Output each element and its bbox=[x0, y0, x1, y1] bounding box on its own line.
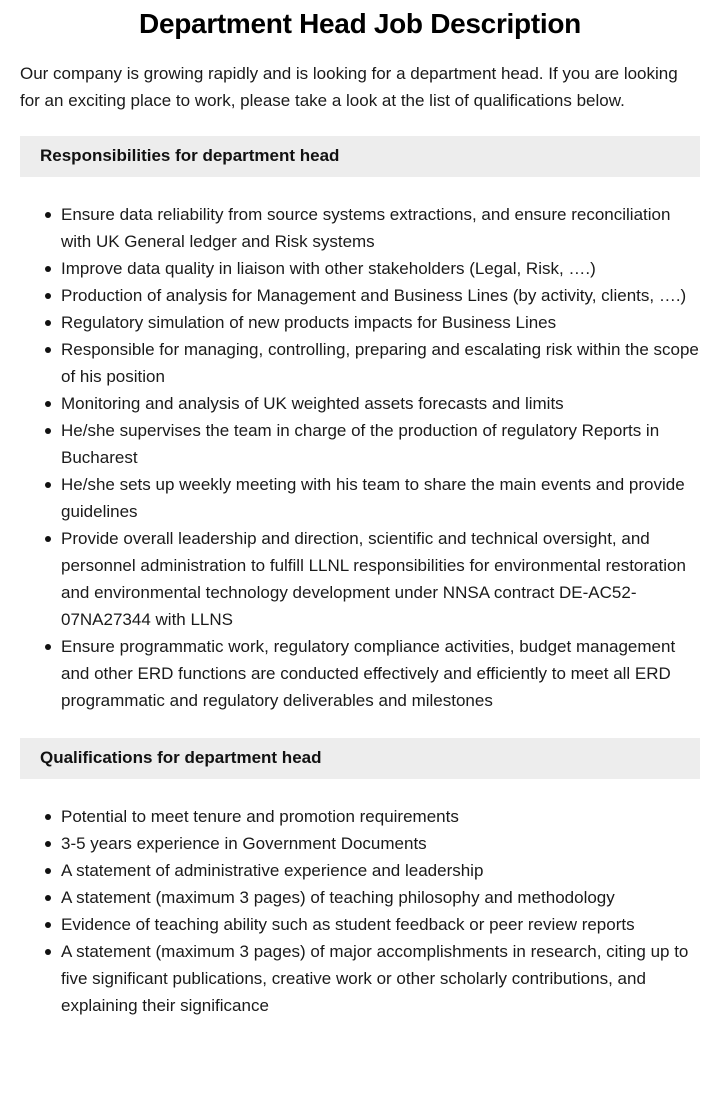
list-item: A statement (maximum 3 pages) of major accomplishments in research, citing up to five significant publications, creative work or other scholarly contributions, and explaining their significance bbox=[20, 938, 700, 1019]
list-item: Regulatory simulation of new products impacts for Business Lines bbox=[20, 309, 700, 336]
list-item: Improve data quality in liaison with other stakeholders (Legal, Risk, ….) bbox=[20, 255, 700, 282]
list-item: A statement of administrative experience and leadership bbox=[20, 857, 700, 884]
list-item: He/she supervises the team in charge of the production of regulatory Reports in Bucharest bbox=[20, 417, 700, 471]
list-item: Monitoring and analysis of UK weighted assets forecasts and limits bbox=[20, 390, 700, 417]
responsibilities-list bbox=[20, 189, 700, 738]
list-item: Potential to meet tenure and promotion requirements bbox=[20, 803, 700, 830]
qualifications-heading: Qualifications for department head bbox=[20, 738, 700, 779]
list-item: Ensure data reliability from source systems extractions, and ensure reconciliation with UK General ledger and Risk systems bbox=[20, 201, 700, 255]
responsibilities-heading: Responsibilities for department head bbox=[20, 136, 700, 177]
qualifications-section bbox=[20, 738, 700, 1019]
list-item: Ensure programmatic work, regulatory compliance activities, budget management and other ERD functions are conducted effectively and efficiently to meet all ERD programmatic and regulatory deliverables and milestones bbox=[20, 633, 700, 714]
page-title: Department Head Job Description bbox=[139, 8, 581, 39]
responsibilities-section bbox=[20, 136, 700, 738]
list-item: Production of analysis for Management and Business Lines (by activity, clients, ….) bbox=[20, 282, 700, 309]
list-item: Provide overall leadership and direction, scientific and technical oversight, and personnel administration to fulfill LLNL responsibilities for environmental restoration and environmental technology development under NNSA contract DE-AC52-07NA27344 with LLNS bbox=[20, 525, 700, 633]
list-item: 3-5 years experience in Government Documents bbox=[20, 830, 700, 857]
list-item: A statement (maximum 3 pages) of teaching philosophy and methodology bbox=[20, 884, 700, 911]
intro-paragraph: Our company is growing rapidly and is looking for a department head. If you are looking for an exciting place to work, please take a look at the list of qualifications below. bbox=[20, 64, 678, 110]
qualifications-list bbox=[20, 791, 700, 1019]
list-item: Evidence of teaching ability such as student feedback or peer review reports bbox=[20, 911, 700, 938]
list-item: He/she sets up weekly meeting with his team to share the main events and provide guidelines bbox=[20, 471, 700, 525]
list-item: Responsible for managing, controlling, preparing and escalating risk within the scope of his position bbox=[20, 336, 700, 390]
